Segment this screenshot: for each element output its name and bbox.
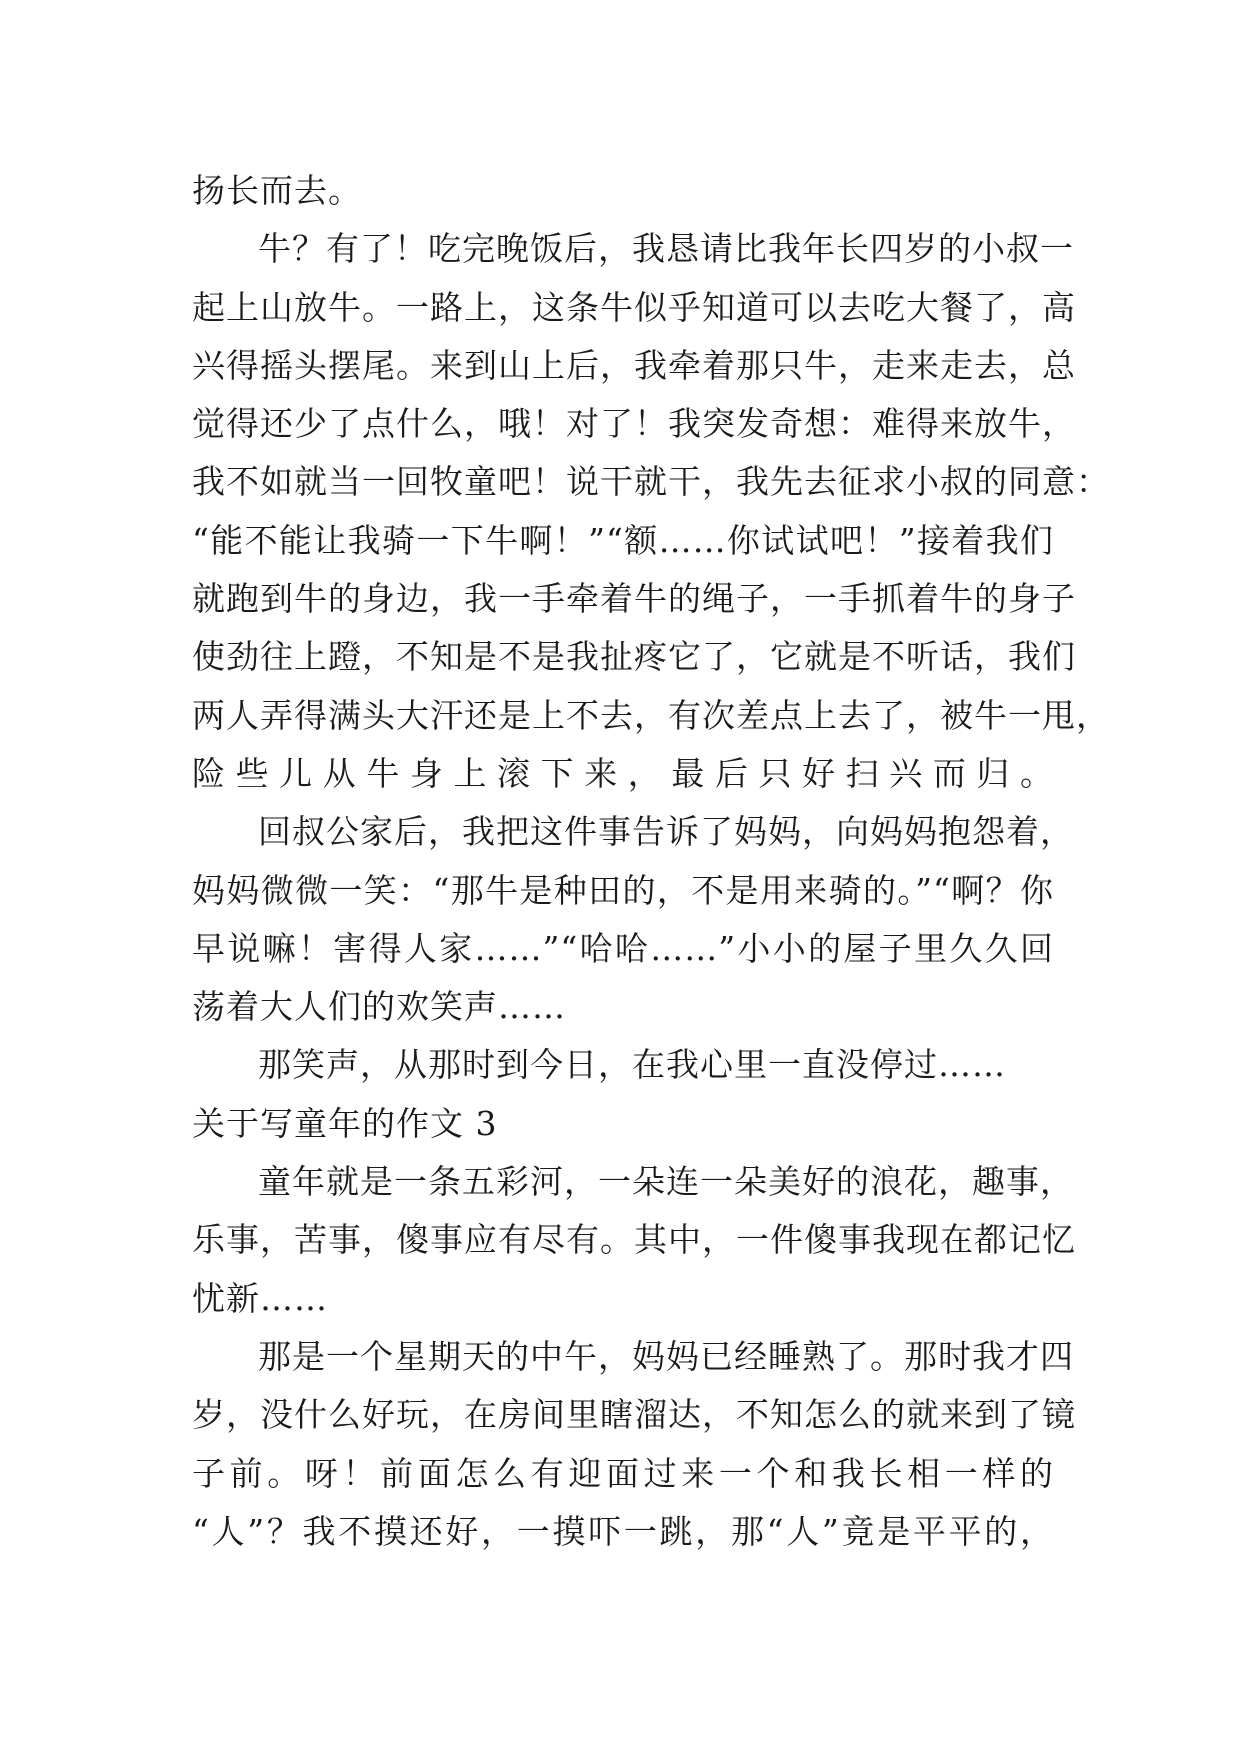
text-line: 忧新…… <box>192 1278 328 1318</box>
paragraph <box>192 162 1054 220</box>
text-line: 那笑声，从那时到今日，在我心里一直没停过…… <box>258 1045 1006 1085</box>
text-line: 觉得还少了点什么，哦！对了！我突发奇想：难得来放牛， <box>192 404 1076 444</box>
text-line: 牛？有了！吃完晚饭后，我恳请比我年长四岁的小叔一 <box>258 229 1074 269</box>
document-page <box>192 162 1110 1561</box>
text-line: 就跑到牛的身边，我一手牵着牛的绳子，一手抓着牛的身子 <box>192 579 1076 619</box>
text-line: 那是一个星期天的中午，妈妈已经睡熟了。那时我才四 <box>258 1336 1074 1376</box>
text-line: 童年就是一条五彩河，一朵连一朵美好的浪花，趣事， <box>258 1162 1074 1202</box>
text-line: 关于写童年的作文 3 <box>192 1103 498 1143</box>
text-line: 我不如就当一回牧童吧！说干就干，我先去征求小叔的同意： <box>192 462 1110 502</box>
paragraph <box>192 1036 1054 1094</box>
text-line: 险些儿从牛身上滚下来，最后只好扫兴而归。 <box>192 753 1054 793</box>
paragraph <box>192 803 1074 1036</box>
text-line: 乐事，苦事，傻事应有尽有。其中，一件傻事我现在都记忆 <box>192 1220 1076 1260</box>
section-heading <box>192 1095 1054 1153</box>
text-line: 岁，没什么好玩，在房间里瞎溜达，不知怎么的就来到了镜 <box>192 1395 1076 1435</box>
text-line: 妈妈微微一笑：“那牛是种田的，不是用来骑的。”“啊？你 <box>192 870 1054 910</box>
text-line: 子前。呀！前面怎么有迎面过来一个和我长相一样的 <box>192 1453 1054 1493</box>
text-line: 兴得摇头摆尾。来到山上后，我牵着那只牛，走来走去，总 <box>192 345 1076 385</box>
paragraph <box>192 1328 1076 1561</box>
paragraph <box>192 220 1110 803</box>
text-line: 荡着大人们的欢笑声…… <box>192 987 566 1027</box>
paragraph <box>192 1153 1076 1328</box>
text-line: “人”？我不摸还好，一摸吓一跳，那“人”竟是平平的， <box>192 1511 1054 1551</box>
text-line: 两人弄得满头大汗还是上不去，有次差点上去了，被牛一甩， <box>192 695 1110 735</box>
text-line: “能不能让我骑一下牛啊！”“额……你试试吧！”接着我们 <box>192 520 1054 560</box>
text-line: 扬长而去。 <box>192 171 362 210</box>
text-line: 回叔公家后，我把这件事告诉了妈妈，向妈妈抱怨着， <box>258 812 1074 852</box>
text-line: 使劲往上蹬，不知是不是我扯疼它了，它就是不听话，我们 <box>192 637 1076 677</box>
text-line: 起上山放牛。一路上，这条牛似乎知道可以去吃大餐了，高 <box>192 287 1076 327</box>
text-line: 早说嘛！害得人家……”“哈哈……”小小的屋子里久久回 <box>192 928 1054 968</box>
